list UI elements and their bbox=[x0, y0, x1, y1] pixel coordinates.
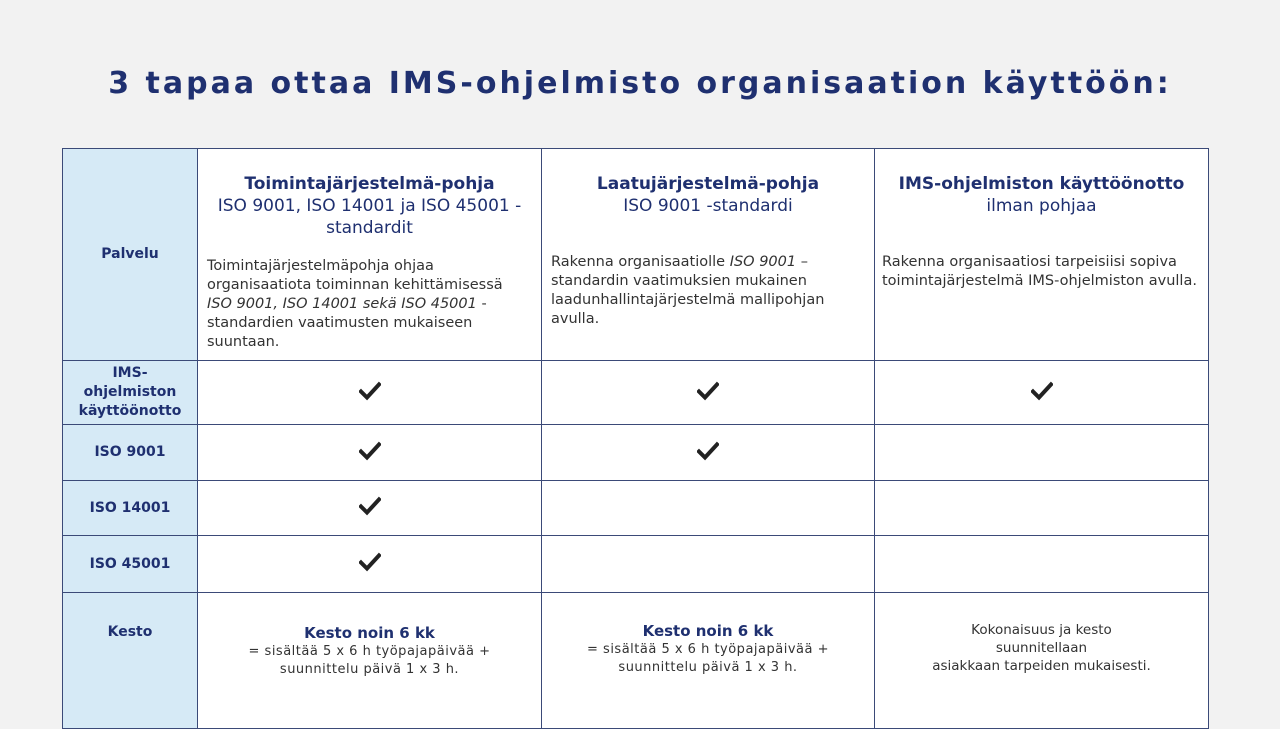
row-kesto bbox=[63, 593, 1209, 729]
row-iso9001 bbox=[63, 425, 1209, 481]
check-cell bbox=[542, 361, 875, 425]
duration-cell-2 bbox=[542, 593, 875, 729]
service-cell-2 bbox=[542, 149, 875, 361]
check-icon bbox=[359, 552, 381, 572]
row-ims bbox=[63, 361, 1209, 425]
check-cell bbox=[542, 536, 875, 593]
check-icon bbox=[359, 381, 381, 401]
check-cell bbox=[198, 481, 542, 536]
service-title-2: Laatujärjestelmä-pohja bbox=[596, 174, 820, 194]
row-header-iso9001: ISO 9001 bbox=[63, 425, 198, 481]
check-icon bbox=[697, 381, 719, 401]
check-icon bbox=[1031, 381, 1053, 401]
check-cell bbox=[198, 536, 542, 593]
service-description-1: Toimintajärjestelmäpohja ohjaa organisaatiota toiminnan kehittämisessä ISO 9001, ISO 14001 sekä ISO 45001 -standardien vaatimusten mukaiseen suuntaan. bbox=[207, 258, 503, 350]
comparison-table bbox=[62, 148, 1209, 729]
service-title-3: IMS-ohjelmiston käyttöönotto bbox=[898, 174, 1185, 194]
check-cell bbox=[198, 361, 542, 425]
duration-cell-3 bbox=[875, 593, 1209, 729]
duration-title-2: Kesto noin 6 kk bbox=[642, 622, 774, 640]
duration-text-3b: suunnitellaan bbox=[995, 640, 1088, 656]
duration-text-2a: = sisältää 5 x 6 h työpajapäivää + bbox=[587, 642, 829, 657]
check-icon bbox=[359, 441, 381, 461]
row-header-iso14001: ISO 14001 bbox=[63, 481, 198, 536]
duration-text-1a: = sisältää 5 x 6 h työpajapäivää + bbox=[248, 644, 491, 659]
service-cell-3 bbox=[875, 149, 1209, 361]
service-subtitle-1: ISO 9001, ISO 14001 ja ISO 45001 -standardit bbox=[217, 196, 522, 238]
row-header-kesto: Kesto bbox=[63, 593, 198, 729]
duration-text-2b: suunnittelu päivä 1 x 3 h. bbox=[618, 660, 798, 675]
check-cell bbox=[875, 481, 1209, 536]
duration-text-3c: asiakkaan tarpeiden mukaisesti. bbox=[932, 658, 1151, 674]
service-subtitle-3: ilman pohjaa bbox=[986, 196, 1097, 216]
check-cell bbox=[198, 425, 542, 481]
row-header-ims: IMS-ohjelmiston käyttöönotto bbox=[63, 361, 198, 425]
row-header-palvelu: Palvelu bbox=[63, 149, 198, 361]
service-description-3: Rakenna organisaatiosi tarpeisiisi sopiva toimintajärjestelmä IMS-ohjelmiston avulla. bbox=[882, 254, 1197, 289]
page-title: 3 tapaa ottaa IMS-ohjelmisto organisaation käyttöön: bbox=[108, 66, 1172, 101]
duration-title-1: Kesto noin 6 kk bbox=[304, 624, 435, 642]
check-cell bbox=[875, 361, 1209, 425]
check-cell bbox=[542, 481, 875, 536]
check-icon bbox=[697, 441, 719, 461]
service-subtitle-2: ISO 9001 -standardi bbox=[623, 196, 793, 216]
row-palvelu bbox=[63, 149, 1209, 361]
row-iso14001 bbox=[63, 481, 1209, 536]
row-iso45001 bbox=[63, 536, 1209, 593]
duration-cell-1 bbox=[198, 593, 542, 729]
check-cell bbox=[542, 425, 875, 481]
service-title-1: Toimintajärjestelmä-pohja bbox=[244, 174, 495, 194]
service-cell-1 bbox=[198, 149, 542, 361]
check-cell bbox=[875, 536, 1209, 593]
check-cell bbox=[875, 425, 1209, 481]
duration-text-1b: suunnittelu päivä 1 x 3 h. bbox=[279, 662, 460, 677]
service-description-2: Rakenna organisaatiolle ISO 9001 – standardin vaatimuksien mukainen laadunhallintajärjestelmä mallipohjan avulla. bbox=[551, 254, 825, 327]
duration-text-3a: Kokonaisuus ja kesto bbox=[971, 622, 1112, 638]
row-header-iso45001: ISO 45001 bbox=[63, 536, 198, 593]
check-icon bbox=[359, 496, 381, 516]
